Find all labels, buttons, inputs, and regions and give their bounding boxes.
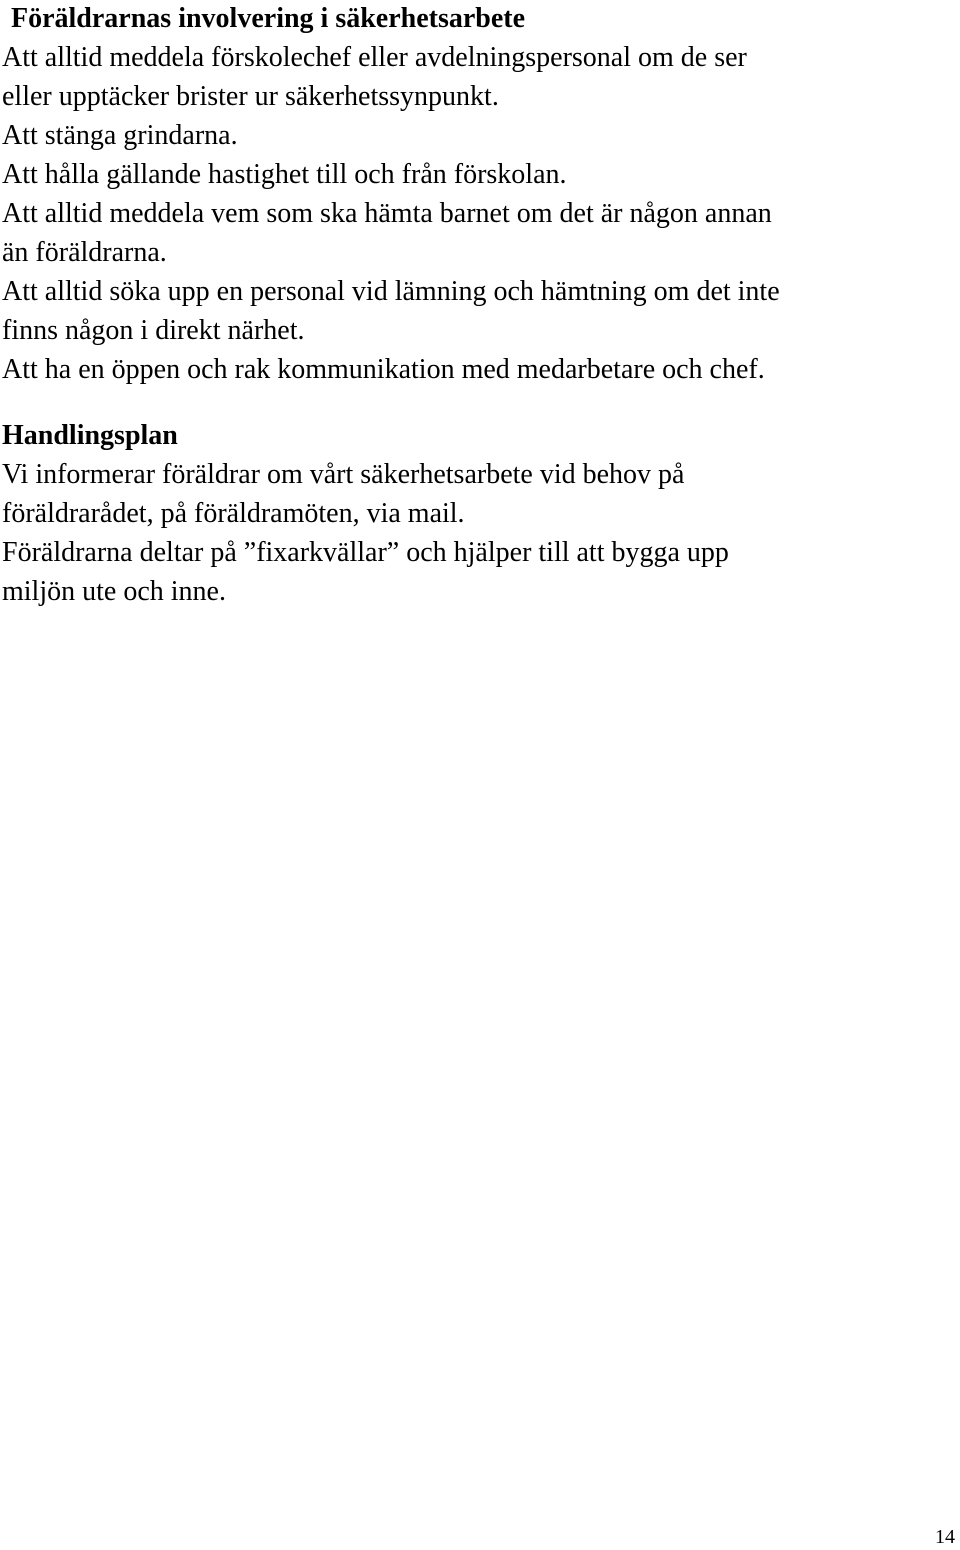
text-line: föräldrarådet, på föräldramöten, via mail. [2,498,465,529]
text-line: Att alltid meddela förskolechef eller avdelningspersonal om de ser [2,42,747,73]
section-heading: Handlingsplan [2,420,178,451]
text-line: än föräldrarna. [2,237,167,268]
text-line: Att hålla gällande hastighet till och från förskolan. [2,159,567,190]
text-line: Att ha en öppen och rak kommunikation med medarbetare och chef. [2,354,765,385]
section-action-plan [2,417,952,611]
text-line: finns någon i direkt närhet. [2,315,305,346]
text-line: Att alltid söka upp en personal vid lämning och hämtning om det inte [2,276,780,307]
paragraph [2,455,952,611]
text-line: Att alltid meddela vem som ska hämta barnet om det är någon annan [2,198,772,229]
page-number: 14 [935,1526,955,1548]
section-heading: Föräldrarnas involvering i säkerhetsarbete [11,3,526,34]
text-line: miljön ute och inne. [2,576,226,607]
text-line: Föräldrarna deltar på ”fixarkvällar” och hjälper till att bygga upp [2,537,729,568]
text-line: eller upptäcker brister ur säkerhetssynpunkt. [2,81,499,112]
text-line: Vi informerar föräldrar om vårt säkerhetsarbete vid behov på [2,459,685,490]
section-parent-involvement [2,0,952,389]
paragraph [2,38,952,389]
text-line: Att stänga grindarna. [2,120,238,151]
